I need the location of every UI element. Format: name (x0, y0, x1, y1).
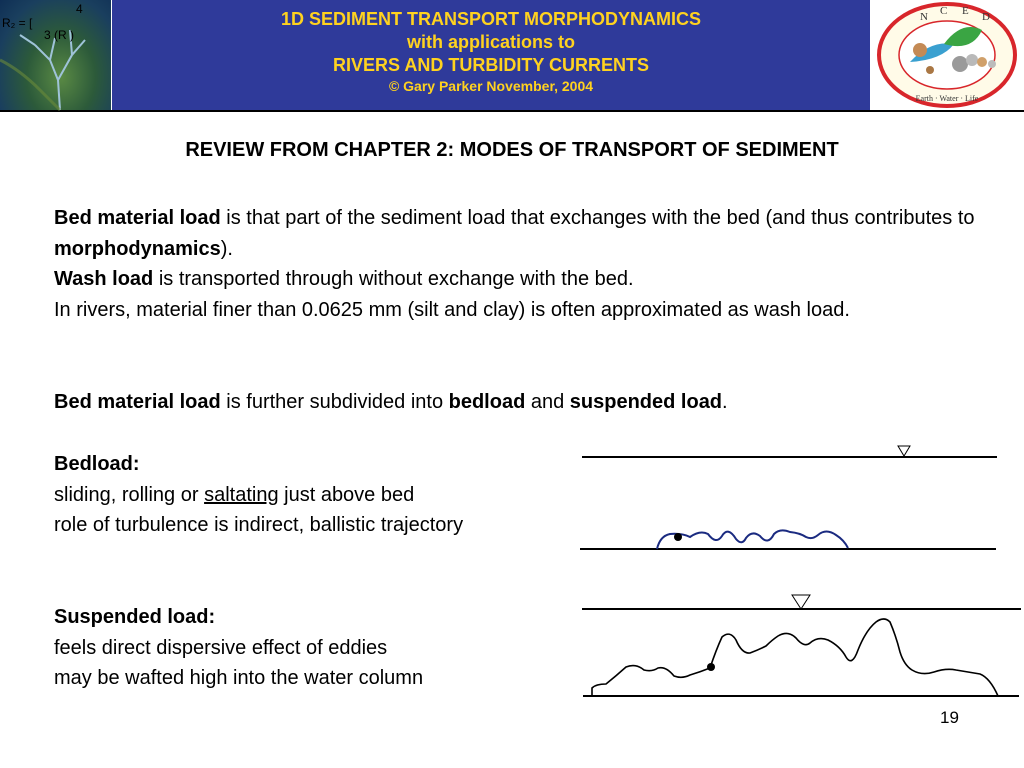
page-number: 19 (940, 708, 959, 727)
formula-numerator: 4 (76, 2, 83, 16)
bed-material-text-a: is that part of the sediment load that exchanges with the bed (and thus contributes to (220, 207, 975, 229)
term-bedload: bedload (448, 391, 526, 413)
copyright-notice: © Gary Parker November, 2004 (388, 78, 594, 94)
bedload-line-1-b: just above bed (278, 483, 415, 506)
bed-material-text-b: ). (220, 237, 233, 260)
term-morphodynamics: morphodynamics (54, 237, 221, 260)
bedload-line-2: role of turbulence is indirect, ballistic trajectory (54, 514, 464, 536)
logo-motto: Earth · Water · Life (915, 94, 979, 103)
subdivision-text-a: is further subdivided into (220, 391, 449, 413)
logo-letter-e: E (962, 5, 969, 17)
wash-load-text: is transported through without exchange with the bed. (153, 268, 634, 290)
suspended-line-1: feels direct dispersive effect of eddies (54, 636, 388, 659)
suspended-diagram (582, 595, 1021, 696)
suspended-trajectory (592, 619, 998, 696)
term-suspended-load: suspended load (569, 391, 723, 413)
bedload-water-surface-icon (898, 446, 910, 456)
suspended-line-2: may be wafted high into the water column (54, 667, 424, 689)
logo-letter-d: D (982, 11, 990, 23)
course-title-line-2: with applications to (406, 32, 575, 52)
subdivision-text-b: and (525, 391, 570, 413)
suspended-particle (707, 663, 715, 671)
bedload-particle (674, 533, 682, 541)
silt-clay-note: In rivers, material finer than 0.0625 mm (silt and clay) is often approximated as wash load. (54, 299, 850, 321)
course-title-line-1: 1D SEDIMENT TRANSPORT MORPHODYNAMICS (280, 9, 702, 29)
logo-letter-c: C (940, 5, 948, 17)
term-saltating: saltating (204, 483, 279, 506)
logo-letter-n: N (920, 11, 928, 23)
bedload-diagram (580, 446, 997, 549)
suspended-water-surface-icon (792, 595, 810, 609)
term-wash-load: Wash load (54, 268, 154, 290)
slide-heading: REVIEW FROM CHAPTER 2: MODES OF TRANSPORT OF SEDIMENT (185, 139, 839, 161)
course-title-line-3: RIVERS AND TURBIDITY CURRENTS (332, 55, 650, 75)
term-bed-material-load: Bed material load (54, 207, 221, 229)
bedload-trajectory (657, 530, 848, 549)
formula-denominator: 3 (R ) (44, 28, 74, 42)
suspended-heading: Suspended load: (54, 606, 216, 628)
formula-lhs: R₂ = [ (2, 16, 33, 30)
term-bed-material-load-2: Bed material load (54, 391, 221, 413)
bedload-heading: Bedload: (54, 453, 140, 475)
bedload-line-1-a: sliding, rolling or (54, 483, 205, 506)
subdivision-text-c: . (722, 391, 728, 413)
